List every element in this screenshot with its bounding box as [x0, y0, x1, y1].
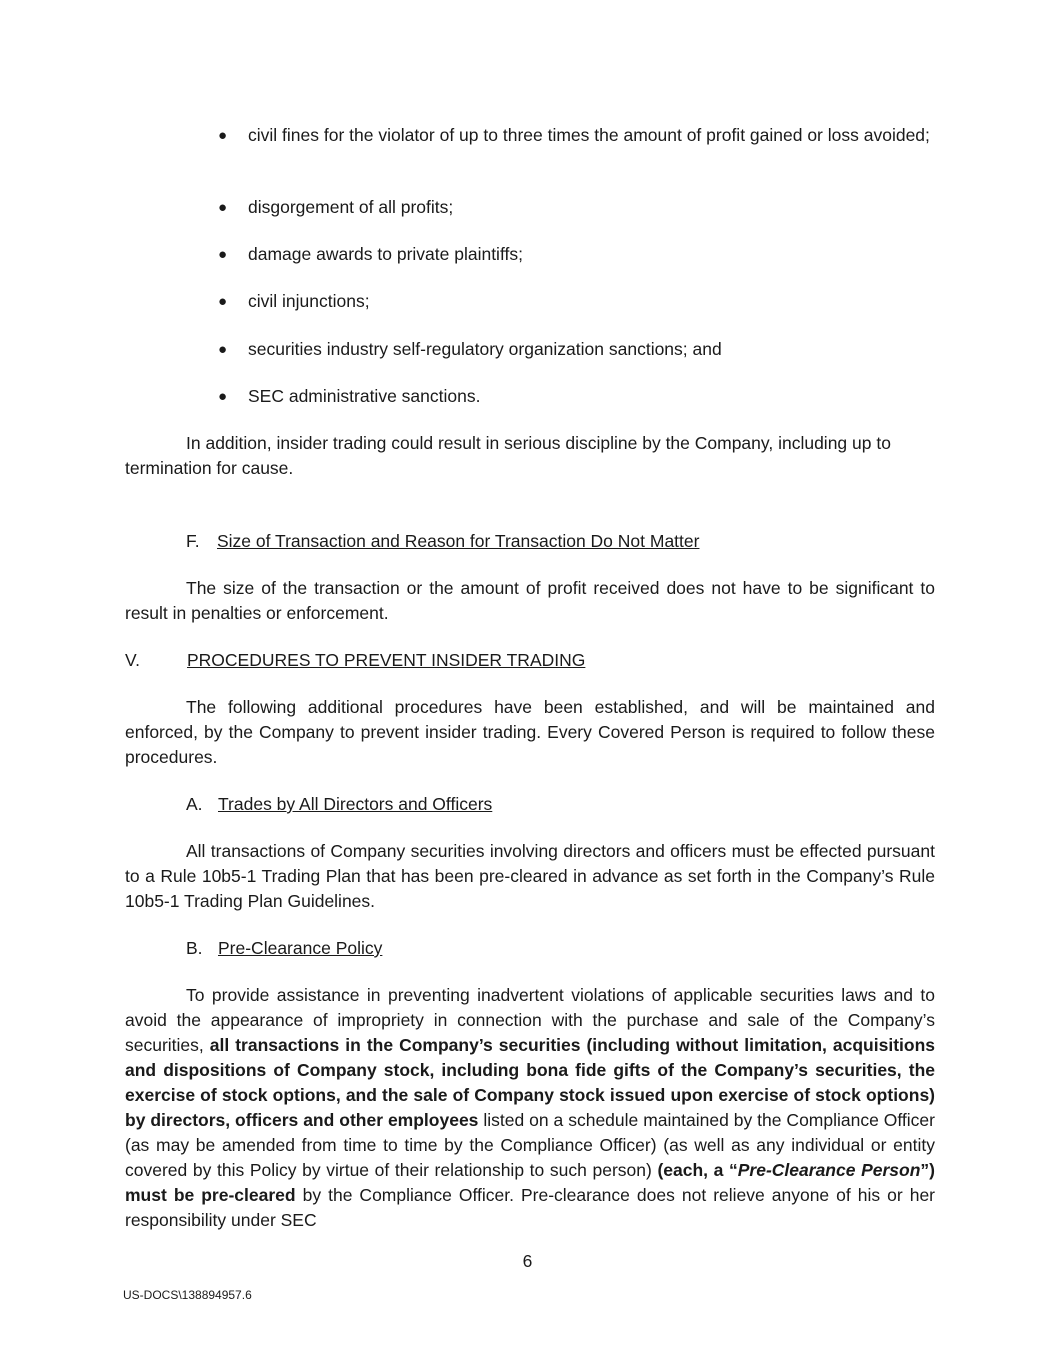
bullet-text: securities industry self-regulatory organization sanctions; and [248, 339, 722, 359]
section-v-heading [125, 648, 585, 673]
paragraph-bold-text: ”) must be pre-cleared [125, 1160, 935, 1205]
bullet-text: disgorgement of all profits; [248, 197, 454, 217]
bullet-text: civil fines for the violator of up to three times the amount of profit gained or loss avoided; [248, 125, 930, 145]
section-marker: A. [186, 794, 203, 814]
bullet-item [218, 195, 938, 220]
bullet-item [218, 337, 938, 362]
page-number: 6 [522, 1251, 533, 1271]
paragraph-bold-text: (each, a “ [657, 1160, 738, 1180]
paragraph-text: In addition, insider trading could result in serious discipline by the Company, including up to termination for cause. [125, 433, 891, 478]
section-marker: V. [125, 650, 140, 670]
section-a-body [125, 839, 935, 914]
bullet-icon: ● [218, 246, 228, 263]
paragraph-text: To provide assistance in preventing inadvertent violations of applicable securities laws and to avoid the appearance of impropriety in connection with the purchase and sale of the Company’s securities, [125, 985, 935, 1055]
paragraph-discipline [125, 431, 935, 481]
section-marker: B. [186, 938, 203, 958]
defined-term: Pre-Clearance Person [737, 1160, 921, 1180]
bullet-icon: ● [218, 388, 228, 405]
bullet-text: civil injunctions; [248, 291, 370, 311]
section-title: PROCEDURES TO PREVENT INSIDER TRADING [187, 650, 586, 670]
section-title: Pre-Clearance Policy [218, 938, 383, 958]
bullet-text: damage awards to private plaintiffs; [248, 244, 523, 264]
section-f-heading [186, 529, 699, 554]
bullet-icon: ● [218, 293, 228, 310]
section-b-heading [186, 936, 382, 961]
bullet-icon: ● [218, 127, 228, 144]
bullet-item [218, 123, 938, 148]
paragraph-bold-text: all transactions in the Company’s securities (including without limitation, acquisitions and dispositions of Company stock, including bona fide gifts of the Company’s securities, the exercise of stock options, and the sale of Company stock issued upon exercise of stock options) by directors, officers and other employees [125, 1035, 935, 1130]
section-f-body [125, 576, 935, 626]
section-marker: F. [186, 531, 200, 551]
bullet-icon: ● [218, 199, 228, 216]
bullet-icon: ● [218, 341, 228, 358]
section-b-body [125, 983, 935, 1233]
section-title: Trades by All Directors and Officers [218, 794, 493, 814]
paragraph-text: by the Compliance Officer. Pre-clearance does not relieve anyone of his or her responsibility under SEC [125, 1185, 935, 1230]
section-title: Size of Transaction and Reason for Transaction Do Not Matter [217, 531, 700, 551]
bullet-text: SEC administrative sanctions. [248, 386, 481, 406]
section-v-body [125, 695, 935, 770]
paragraph-text: All transactions of Company securities involving directors and officers must be effected pursuant to a Rule 10b5-1 Trading Plan that has been pre-cleared in advance as set forth in the Company’s Rule 10b5-1 Trading Plan Guidelines. [125, 841, 935, 911]
document-id: US-DOCS\138894957.6 [123, 1288, 252, 1302]
bullet-item [218, 242, 938, 267]
section-a-heading [186, 792, 492, 817]
bullet-item [218, 384, 938, 409]
bullet-item [218, 289, 938, 314]
paragraph-text: The following additional procedures have been established, and will be maintained and enforced, by the Company to prevent insider trading. Every Covered Person is required to follow these procedures. [125, 697, 935, 767]
paragraph-text: The size of the transaction or the amount of profit received does not have to be significant to result in penalties or enforcement. [125, 578, 935, 623]
paragraph-text: listed on a schedule maintained by the Compliance Officer (as may be amended from time to time by the Compliance Officer) (as well as any individual or entity covered by this Policy by virtue of their relationship to such person) [125, 1110, 935, 1180]
